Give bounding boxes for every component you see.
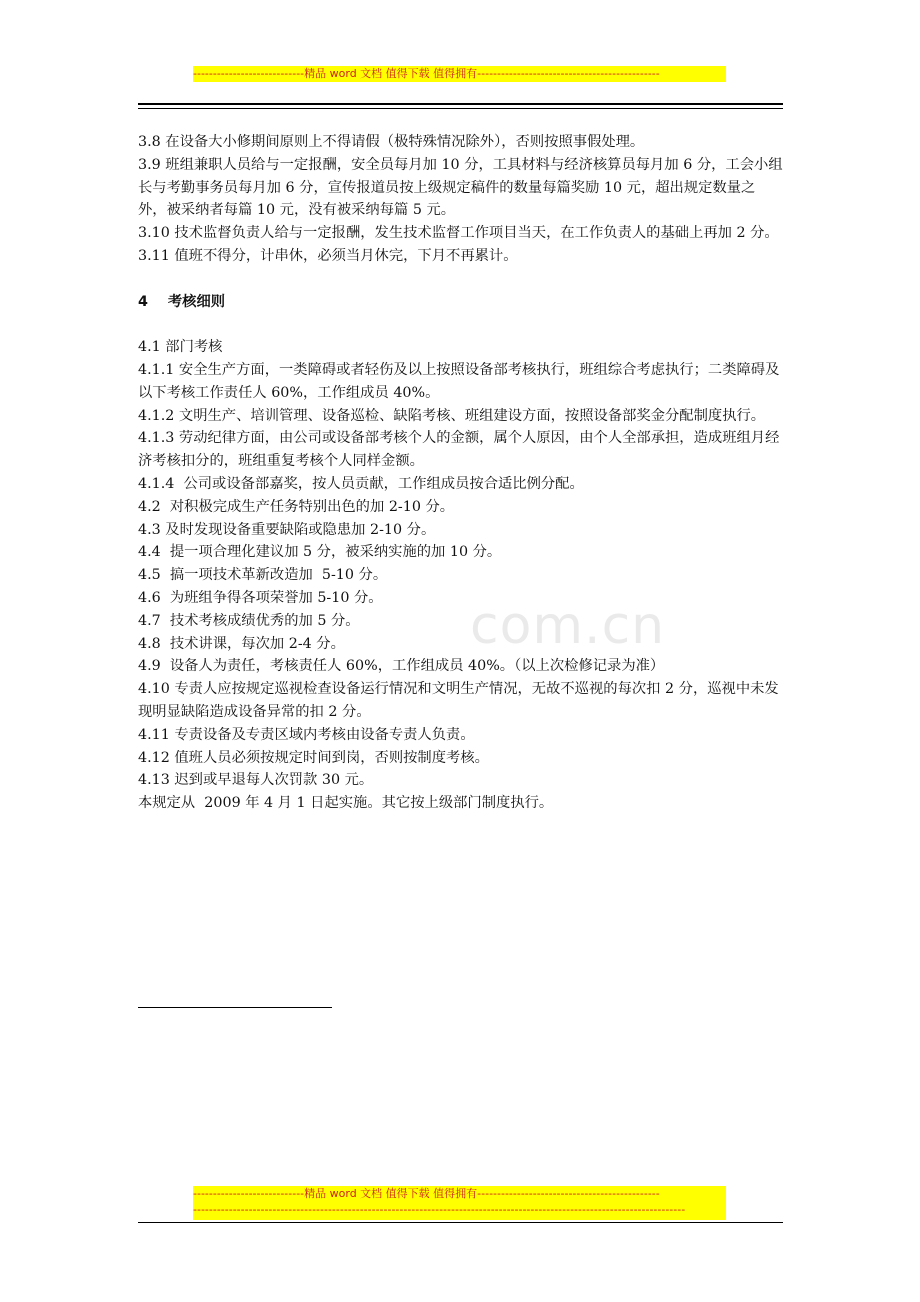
blank-line [138,268,783,291]
footer-rule [138,1222,783,1223]
paragraph-4-7: 4.7 技术考核成绩优秀的加 5 分。 [138,612,360,629]
paragraph-4-4: 4.4 提一项合理化建议加 5 分，被采纳实施的加 10 分。 [138,544,502,561]
header-banner-text: ----------------------------精品 word 文档 值得下载 值得拥有---------------------------------------------- [193,67,660,80]
paragraph-4-10: 4.10 专责人应按规定巡视检查设备运行情况和文明生产情况，无故不巡视的每次扣 2 分，巡视中未发现明显缺陷造成设备异常的扣 2 分。 [138,681,779,720]
header-rule-thick [138,103,783,105]
paragraph-3-9: 3.9 班组兼职人员给与一定报酬，安全员每月加 10 分，工具材料与经济核算员每月加 6 分，工会小组长与考勤事务员每月加 6 分，宣传报道员按上级规定稿件的数量每篇奖励 10 元，超出规定数量之外，被采纳者每篇 10 元，没有被采纳每篇 5 元。 [138,156,783,219]
paragraph-4-5: 4.5 搞一项技术革新改造加 5-10 分。 [138,567,388,584]
paragraph-3-11: 3.11 值班不得分，计串休，必须当月休完，下月不再累计。 [138,247,518,264]
paragraph-4-1-1: 4.1.1 安全生产方面，一类障碍或者轻伤及以上按照设备部考核执行，班组综合考虑执行；二类障碍及以下考核工作责任人 60%，工作组成员 40%。 [138,361,780,401]
paragraph-4-1-4: 4.1.4 公司或设备部嘉奖，按人员贡献，工作组成员按合适比例分配。 [138,475,584,492]
section-heading-4: 4 考核细则 [138,293,226,310]
paragraph-4-1: 4.1 部门考核 [138,339,223,356]
paragraph-4-9: 4.9 设备人为责任，考核责任人 60%，工作组成员 40%。（以上次检修记录为准） [138,658,665,675]
paragraph-4-3: 4.3 及时发现设备重要缺陷或隐患加 2-10 分。 [138,521,436,538]
paragraph-4-13: 4.13 迟到或早退每人次罚款 30 元。 [138,772,374,789]
header-banner [193,66,726,82]
paragraph-3-8: 3.8 在设备大小修期间原则上不得请假（极特殊情况除外），否则按照事假处理。 [138,134,645,150]
paragraph-4-8: 4.8 技术讲课，每次加 2-4 分。 [138,635,345,652]
paragraph-4-1-2: 4.1.2 文明生产、培训管理、设备巡检、缺陷考核、班组建设方面，按照设备部奖金分配制度执行。 [138,407,766,424]
blank-line [138,313,783,336]
footer-banner-dashes: ---------------------------------------------------------------------------------------------------------------------------- [193,1203,686,1216]
header-rule-thin [138,108,783,109]
footnote-separator [138,1007,332,1008]
footer-banner [193,1186,726,1220]
paragraph-4-11: 4.11 专责设备及专责区域内考核由设备专责人负责。 [138,726,475,743]
paragraph-4-12: 4.12 值班人员必须按规定时间到岗，否则按制度考核。 [138,749,489,766]
document-body [138,131,783,815]
paragraph-4-6: 4.6 为班组争得各项荣誉加 5-10 分。 [138,589,383,606]
paragraph-4-1-3: 4.1.3 劳动纪律方面，由公司或设备部考核个人的金额，属个人原因，由个人全部承担，造成班组月经济考核扣分的，班组重复考核个人同样金额。 [138,430,780,470]
paragraph-3-10: 3.10 技术监督负责人给与一定报酬，发生技术监督工作项目当天，在工作负责人的基础上再加 2 分。 [138,225,779,242]
paragraph-4-2: 4.2 对积极完成生产任务特别出色的加 2-10 分。 [138,498,455,515]
paragraph-effective-date: 本规定从 2009 年 4 月 1 日起实施。其它按上级部门制度执行。 [138,795,554,812]
watermark-text: com.cn [470,596,666,656]
footer-banner-text: ----------------------------精品 word 文档 值得下载 值得拥有---------------------------------------------- [193,1187,660,1200]
